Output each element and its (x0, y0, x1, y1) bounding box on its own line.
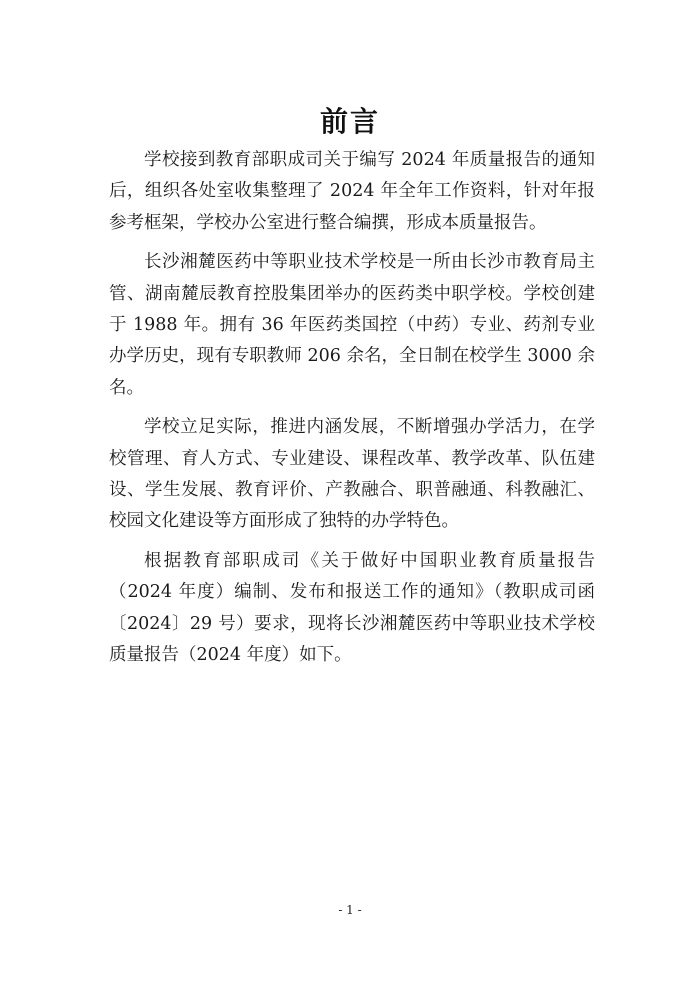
page-number: - 1 - (338, 903, 362, 917)
paragraph-intro: 学校接到教育部职成司关于编写 2024 年质量报告的通知后，组织各处室收集整理了 2024 年全年工作资料，针对年报参考框架，学校办公室进行整合编撰，形成本质量报告。 (109, 150, 595, 233)
page-title: 前言 (319, 105, 380, 138)
paragraph-report-basis: 根据教育部职成司《关于做好中国职业教育质量报告（2024 年度）编制、发布和报送工作的通知》（教职成司函〔2024〕29 号）要求，现将长沙湘麓医药中等职业技术学校质量报告（2024 年度）如下。 (109, 551, 595, 665)
document-body (109, 145, 595, 680)
paragraph-school-features: 学校立足实际，推进内涵发展，不断增强办学活力，在学校管理、育人方式、专业建设、课程改革、教学改革、队伍建设、学生发展、教育评价、产教融合、职普融通、科教融汇、校园文化建设等方面形成了独特的办学特色。 (109, 417, 595, 532)
paragraph-school-profile: 长沙湘麓医药中等职业技术学校是一所由长沙市教育局主管、湖南麓辰教育控股集团举办的医药类中职学校。学校创建于 1988 年。拥有 36 年医药类国控（中药）专业、药剂专业办学历史，现有专职教师 206 余名，全日制在校学生 3000 余名。 (109, 252, 595, 398)
